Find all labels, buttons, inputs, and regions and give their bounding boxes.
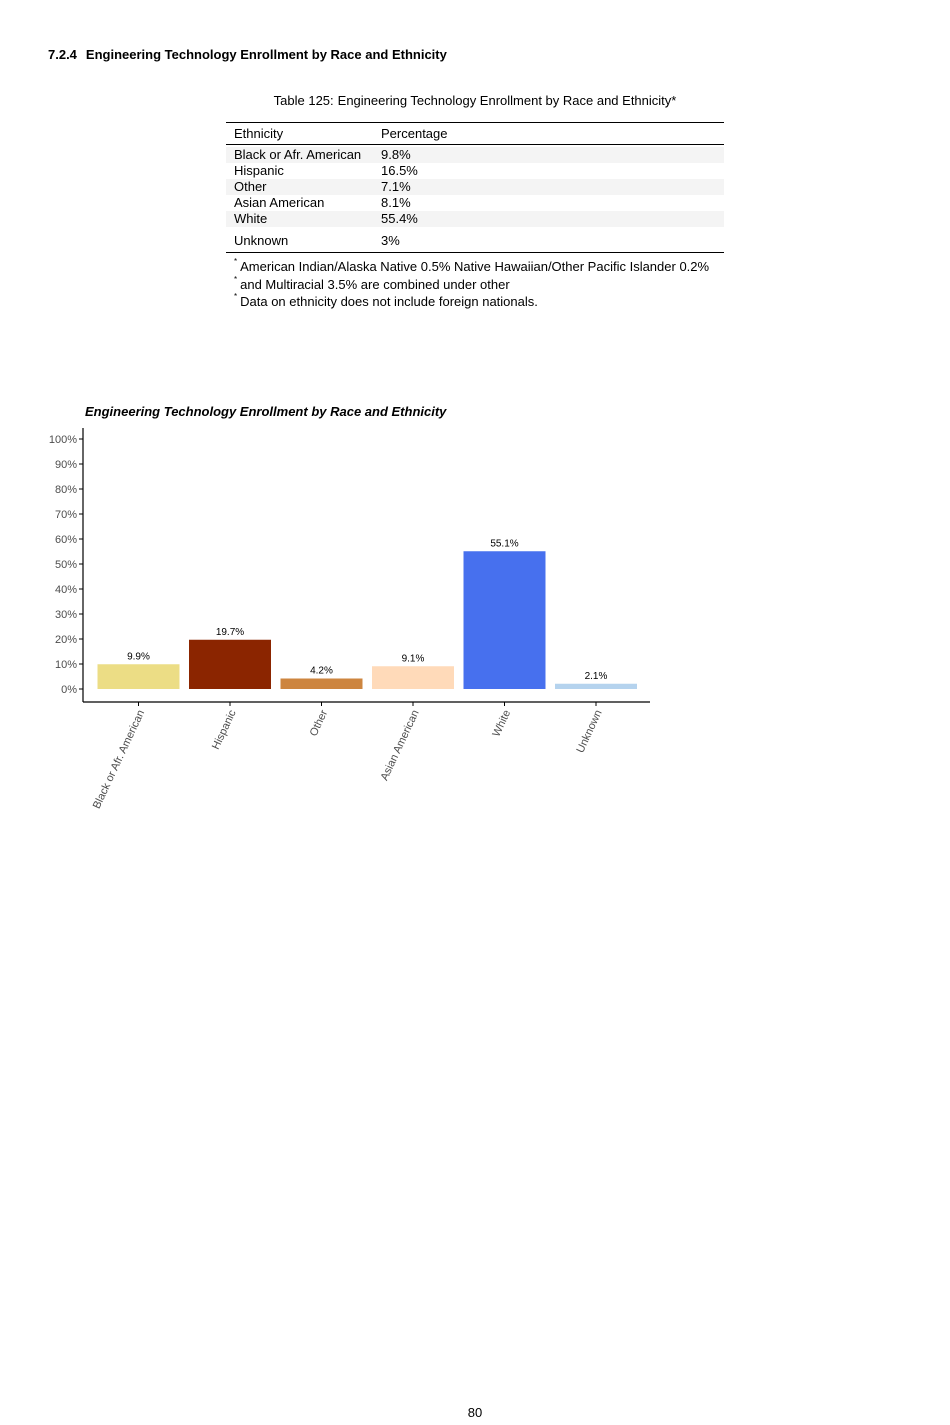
- section-heading: [48, 47, 447, 62]
- x-tick-label: Other: [307, 708, 331, 739]
- footnote-marker: *: [234, 292, 238, 301]
- y-tick-label: 70%: [54, 509, 77, 521]
- percentage-cell: 8.1%: [381, 195, 411, 210]
- y-tick-label: 50%: [54, 559, 77, 571]
- y-tick-label: 30%: [54, 609, 77, 621]
- percentage-cell: 55.4%: [373, 211, 724, 227]
- table-header-row: [226, 123, 724, 145]
- percentage-cell: 16.5%: [381, 163, 418, 178]
- table-row: [226, 163, 724, 179]
- x-tick-label: Hispanic: [210, 708, 239, 752]
- percentage-cell: 3%: [373, 227, 724, 253]
- table-row: [226, 195, 724, 211]
- y-tick-label: 10%: [54, 659, 77, 671]
- table-row: [226, 147, 724, 163]
- ethnicity-cell: Asian American: [234, 195, 325, 210]
- y-tick-label: 40%: [54, 584, 77, 596]
- bar: [555, 684, 637, 689]
- page-number: 80: [467, 1405, 483, 1420]
- table-footnotes: [234, 253, 710, 309]
- bar: [464, 551, 546, 689]
- y-tick-label: 60%: [54, 534, 77, 546]
- footnote: [234, 253, 710, 274]
- footnote-text: and Multiracial 3.5% are combined under other: [240, 276, 510, 292]
- enrollment-table: [226, 122, 724, 253]
- y-tick-label: 80%: [54, 484, 77, 496]
- percentage-cell: 9.8%: [373, 147, 724, 163]
- table-row: [226, 227, 724, 253]
- ethnicity-cell: Hispanic: [234, 163, 284, 178]
- bar-value-label: 2.1%: [584, 670, 608, 682]
- bar: [98, 664, 180, 689]
- x-tick-label: Unknown: [574, 708, 605, 755]
- footnote-text: Data on ethnicity does not include foreign nationals.: [240, 294, 538, 309]
- x-tick-label: Black or Afr. American: [90, 708, 148, 811]
- bar-value-label: 19.7%: [215, 626, 245, 638]
- ethnicity-cell: Black or Afr. American: [226, 147, 373, 163]
- table-caption-text: Engineering Technology Enrollment by Race and Ethnicity*: [337, 93, 677, 108]
- bar-value-label: 55.1%: [490, 538, 519, 550]
- table-row: [226, 179, 724, 195]
- section-number: 7.2.4: [48, 47, 77, 62]
- bar: [281, 679, 363, 690]
- footnote: [234, 288, 709, 309]
- table-label: Table 125:: [273, 93, 334, 108]
- enrollment-bar-chart: [0, 420, 700, 840]
- bar-value-label: 9.9%: [127, 651, 150, 663]
- footnote-text: American Indian/Alaska Native 0.5% Native Hawaiian/Other Pacific Islander 0.2%: [240, 259, 710, 274]
- y-tick-label: 100%: [48, 434, 77, 446]
- ethnicity-cell: Other: [226, 179, 373, 195]
- x-tick-label: White: [490, 708, 514, 739]
- table-row: [226, 211, 724, 227]
- section-title: Engineering Technology Enrollment by Race and Ethnicity: [85, 47, 447, 62]
- footnote-marker: *: [234, 257, 238, 266]
- bar: [372, 666, 454, 689]
- bar-value-label: 4.2%: [310, 665, 333, 677]
- column-header-percentage: Percentage: [373, 123, 724, 145]
- ethnicity-cell: White: [226, 211, 373, 227]
- x-tick-label: Asian American: [378, 708, 422, 783]
- column-header-ethnicity: Ethnicity: [226, 123, 373, 145]
- bar: [189, 640, 271, 689]
- table-caption: [226, 93, 724, 108]
- bar-value-label: 9.1%: [401, 653, 425, 665]
- footnote-marker: *: [234, 274, 238, 284]
- ethnicity-cell: Unknown: [226, 227, 373, 253]
- y-tick-label: 0%: [61, 684, 77, 696]
- y-tick-label: 90%: [54, 459, 77, 471]
- percentage-cell: 7.1%: [373, 179, 724, 195]
- y-tick-label: 20%: [54, 634, 77, 646]
- chart-title: Engineering Technology Enrollment by Race and Ethnicity: [85, 404, 447, 419]
